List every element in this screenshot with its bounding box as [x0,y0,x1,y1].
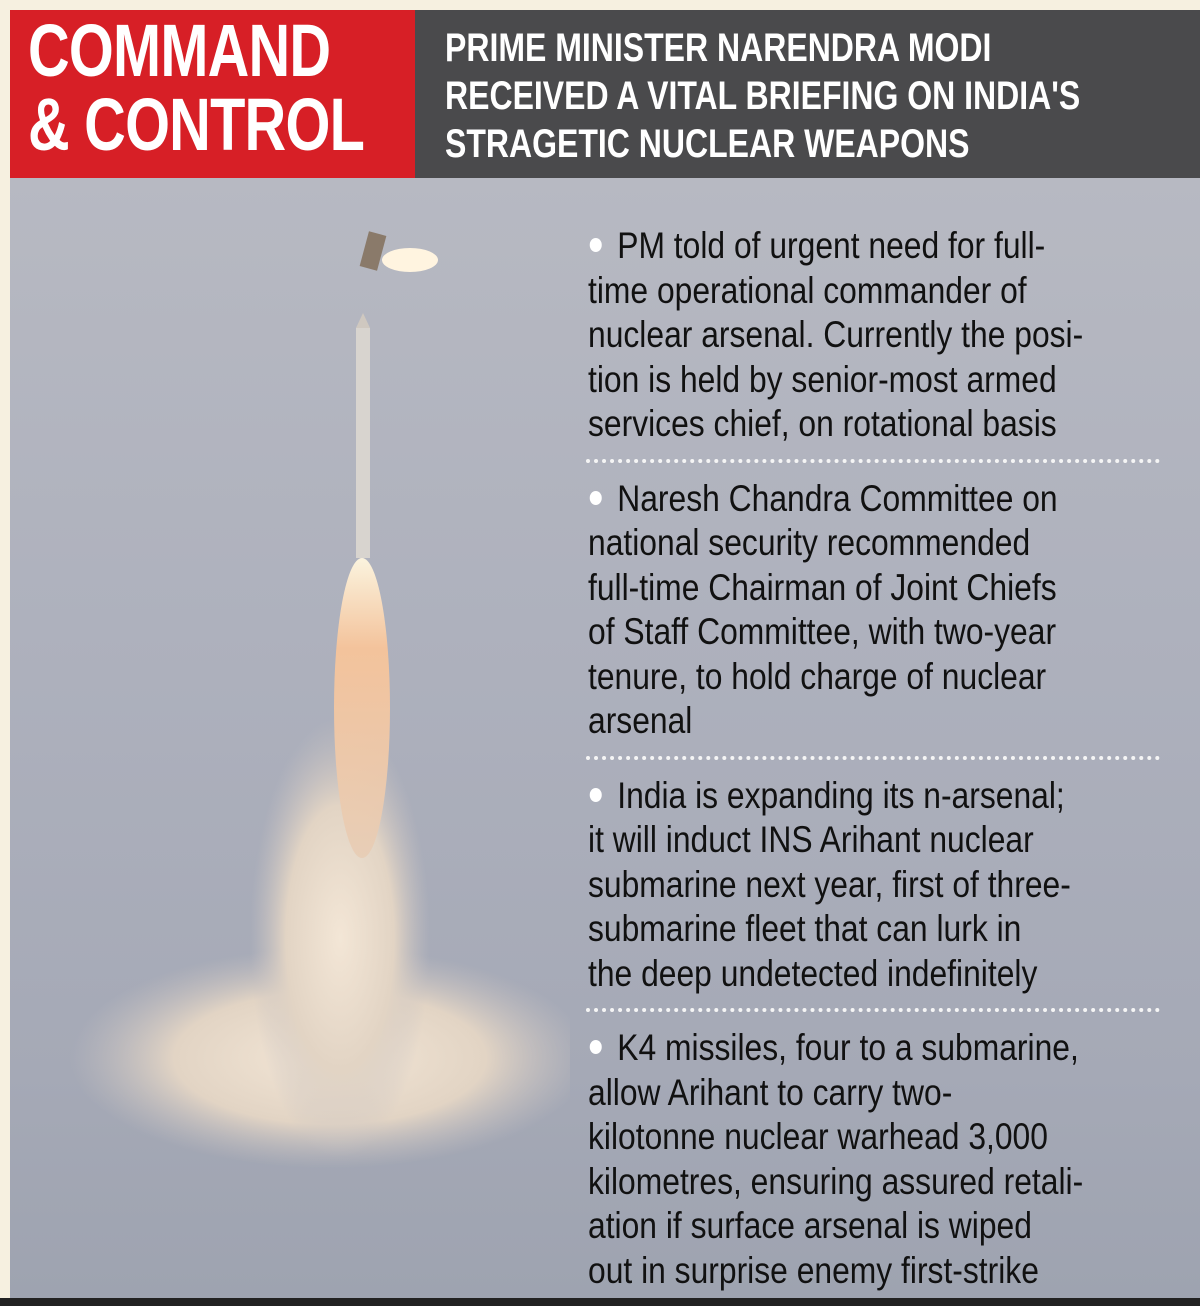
bullet-line [588,521,1087,566]
bullet-line [588,313,1087,358]
bullet-text: tenure, to hold charge of nuclear [588,655,1047,697]
bullet-dot-icon [590,491,602,505]
bullet-line [588,224,1087,269]
bullet-dot-icon [590,788,602,802]
bullet-dot-icon [590,1040,602,1054]
title-line: & CONTROL [28,83,365,166]
bullet-item [588,774,1168,997]
bullet-line [588,566,1087,611]
bullet-item [588,224,1168,447]
bullet-text: tion is held by senior-most armed [588,358,1057,400]
bullet-text: submarine next year, first of three- [588,863,1071,905]
bullet-line [588,1249,1087,1294]
ejected-cap-flash [382,248,438,272]
bullet-text: national security recommended [588,522,1031,563]
bullet-line [588,610,1087,655]
bullet-text: ation if surface arsenal is wiped [588,1205,1032,1246]
bullet-line [588,1115,1087,1160]
bullet-line [588,358,1087,403]
bullet-line [588,774,1087,819]
bullet-text: India is expanding its n-arsenal; [617,774,1065,816]
exhaust-flame [334,558,390,858]
bullet-line [588,952,1087,997]
bullet-line [588,269,1087,314]
bullet-line [588,1071,1087,1116]
bullet-text: kilometres, ensuring assured retali- [588,1160,1084,1202]
ejected-cap [360,231,387,270]
bullet-text: the deep undetected indefinitely [588,952,1038,994]
bullet-list [588,224,1168,1293]
bullet-dot-icon [590,238,602,252]
bullet-line [588,1026,1087,1071]
dotted-divider [586,459,1160,463]
bullet-line [588,1204,1087,1249]
bullet-item [588,477,1168,744]
missile-nose [356,313,370,328]
dotted-divider [586,1008,1160,1012]
main-title [28,9,365,166]
bullet-text: of Staff Committee, with two-year [588,611,1057,652]
bullet-text: it will induct INS Arihant nuclear [588,819,1034,860]
bullet-line [588,907,1087,952]
bullet-line [588,818,1087,863]
missile-launch-photo [10,178,570,1298]
subtitle-line: STRAGETIC NUCLEAR WEAPONS [445,122,970,166]
missile-body [356,328,370,558]
subtitle-line: RECEIVED A VITAL BRIEFING ON INDIA'S [445,74,1081,118]
bullet-line [588,477,1087,522]
bullet-line [588,699,1087,744]
subtitle-line: PRIME MINISTER NARENDRA MODI [445,26,992,70]
bullet-line [588,402,1087,447]
bullet-item [588,1026,1168,1293]
bullet-line [588,863,1087,908]
bullet-text: kilotonne nuclear warhead 3,000 [588,1116,1048,1157]
dotted-divider [586,756,1160,760]
bottom-rule [0,1298,1200,1306]
bullet-text: nuclear arsenal. Currently the posi- [588,314,1084,355]
bullet-text: allow Arihant to carry two- [588,1071,953,1113]
bullet-text: Naresh Chandra Committee on [617,477,1058,519]
bullet-text: submarine fleet that can lurk in [588,908,1022,949]
bullet-line [588,1160,1087,1205]
title-line: COMMAND [28,9,331,92]
subtitle [445,24,1080,168]
bullet-text: time operational commander of [588,269,1027,311]
bullet-text: PM told of urgent need for full- [617,225,1046,266]
bullet-text: out in surprise enemy first-strike [588,1249,1039,1291]
bullet-text: K4 missiles, four to a submarine, [617,1027,1079,1068]
bullet-text: services chief, on rotational basis [588,403,1057,444]
bullet-line [588,655,1087,700]
bullet-text: arsenal [588,700,693,741]
bullet-text: full-time Chairman of Joint Chiefs [588,566,1057,608]
